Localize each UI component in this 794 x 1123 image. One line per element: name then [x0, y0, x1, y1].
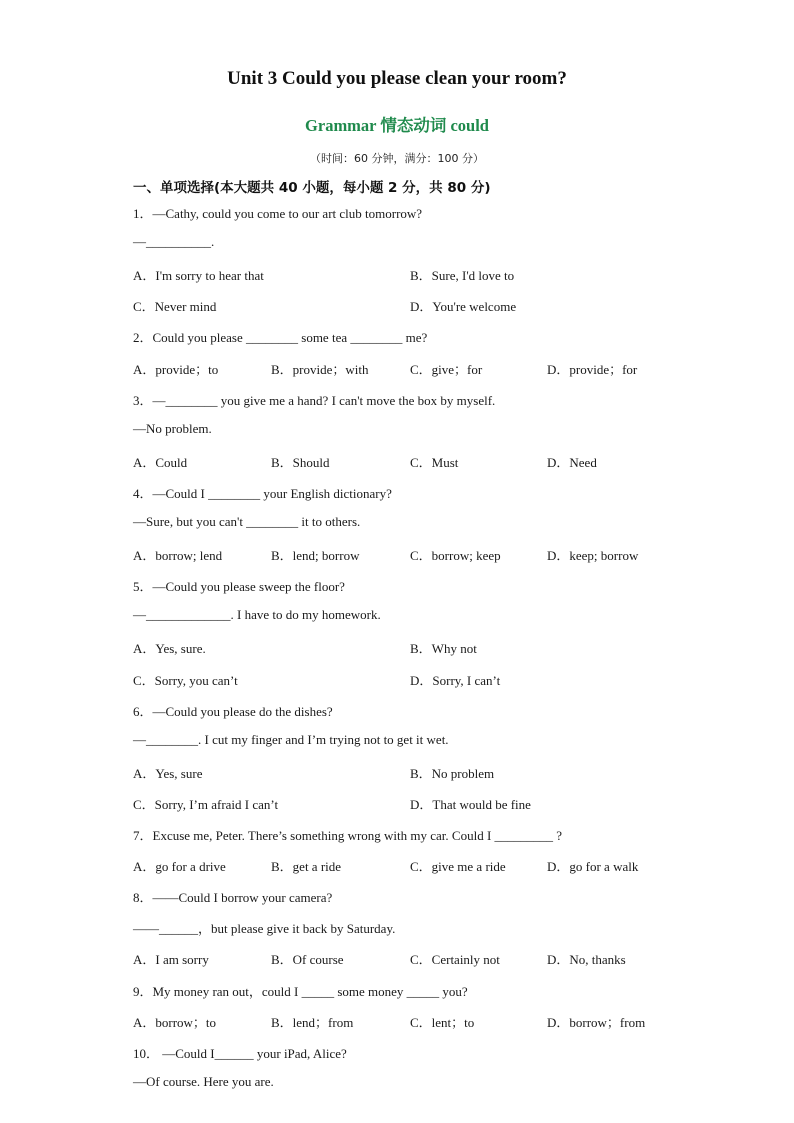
- answer-option[interactable]: A．Could: [133, 454, 188, 470]
- question-stem: 5．—Could you please sweep the floor?: [133, 579, 345, 595]
- answer-option[interactable]: A．provide；to: [133, 361, 219, 377]
- answer-option[interactable]: D．keep; borrow: [547, 548, 639, 564]
- answer-option[interactable]: A．go for a drive: [133, 859, 226, 875]
- answer-option[interactable]: B．Sure, I'd love to: [410, 268, 515, 284]
- answer-option[interactable]: D．That would be fine: [410, 796, 531, 812]
- answer-option[interactable]: C．Sorry, you can’t: [133, 672, 238, 688]
- answer-option[interactable]: B．lend；from: [271, 1014, 354, 1030]
- question-dialogue-line: —________. I cut my finger and I’m trying not to get it wet.: [133, 731, 449, 747]
- answer-option[interactable]: A．Yes, sure.: [133, 641, 206, 657]
- question-stem: 10． —Could I______ your iPad, Alice?: [133, 1045, 347, 1061]
- answer-option[interactable]: D．provide；for: [547, 361, 638, 377]
- answer-option[interactable]: C．Must: [410, 454, 459, 470]
- answer-option[interactable]: B．Of course: [271, 952, 344, 968]
- answer-option[interactable]: B．No problem: [410, 765, 495, 781]
- question-stem: 7．Excuse me, Peter. There’s something wrong with my car. Could I _________ ?: [133, 828, 563, 843]
- answer-option[interactable]: C．borrow; keep: [410, 548, 501, 564]
- answer-option[interactable]: B．get a ride: [271, 859, 342, 875]
- question-dialogue-line: —Of course. Here you are.: [133, 1073, 274, 1089]
- answer-option[interactable]: C．give；for: [410, 361, 483, 377]
- answer-option[interactable]: C．Certainly not: [410, 952, 500, 968]
- answer-option[interactable]: D．borrow；from: [547, 1014, 646, 1030]
- page-title: Unit 3 Could you please clean your room?: [227, 68, 567, 89]
- answer-option[interactable]: A．borrow; lend: [133, 548, 223, 564]
- answer-option[interactable]: D．You're welcome: [410, 299, 517, 315]
- answer-option[interactable]: C．Never mind: [133, 299, 217, 315]
- question-dialogue-line: —__________.: [133, 234, 215, 250]
- answer-option[interactable]: A．I am sorry: [133, 952, 209, 968]
- question-stem: 8．——Could I borrow your camera?: [133, 890, 333, 906]
- answer-option[interactable]: A．Yes, sure: [133, 765, 203, 781]
- question-dialogue-line: —_____________. I have to do my homework.: [133, 607, 381, 623]
- exam-meta: （时间：60 分钟，满分：100 分）: [310, 152, 484, 165]
- question-stem: 3．—________ you give me a hand? I can't move the box by myself.: [133, 392, 496, 408]
- page-subtitle: Grammar 情态动词 could: [305, 116, 489, 135]
- answer-option[interactable]: D．No, thanks: [547, 952, 626, 968]
- answer-option[interactable]: C．Sorry, I’m afraid I can’t: [133, 796, 279, 812]
- section-heading: 一、单项选择(本大题共 40 小题，每小题 2 分，共 80 分): [133, 180, 491, 196]
- question-stem: 6．—Could you please do the dishes?: [133, 703, 333, 719]
- answer-option[interactable]: B．Should: [271, 454, 330, 470]
- question-stem: 9．My money ran out，could I _____ some money _____ you?: [133, 983, 468, 999]
- answer-option[interactable]: C．lent；to: [410, 1014, 475, 1030]
- answer-option[interactable]: A．borrow；to: [133, 1014, 217, 1030]
- question-stem: 2．Could you please ________ some tea ________ me?: [133, 330, 428, 346]
- answer-option[interactable]: B．lend; borrow: [271, 548, 360, 564]
- answer-option[interactable]: D．Need: [547, 454, 597, 470]
- answer-option[interactable]: D．Sorry, I can’t: [410, 672, 501, 688]
- answer-option[interactable]: D．go for a walk: [547, 859, 639, 875]
- question-dialogue-line: ——______，but please give it back by Saturday.: [133, 921, 396, 937]
- answer-option[interactable]: C．give me a ride: [410, 859, 506, 875]
- question-stem: 1．—Cathy, could you come to our art club tomorrow?: [133, 206, 423, 221]
- answer-option[interactable]: A．I'm sorry to hear that: [133, 268, 264, 284]
- question-dialogue-line: —No problem.: [133, 420, 212, 436]
- answer-option[interactable]: B．provide；with: [271, 361, 369, 377]
- answer-option[interactable]: B．Why not: [410, 641, 477, 657]
- question-dialogue-line: —Sure, but you can't ________ it to others.: [133, 514, 361, 529]
- question-stem: 4．—Could I ________ your English dictionary?: [133, 485, 392, 501]
